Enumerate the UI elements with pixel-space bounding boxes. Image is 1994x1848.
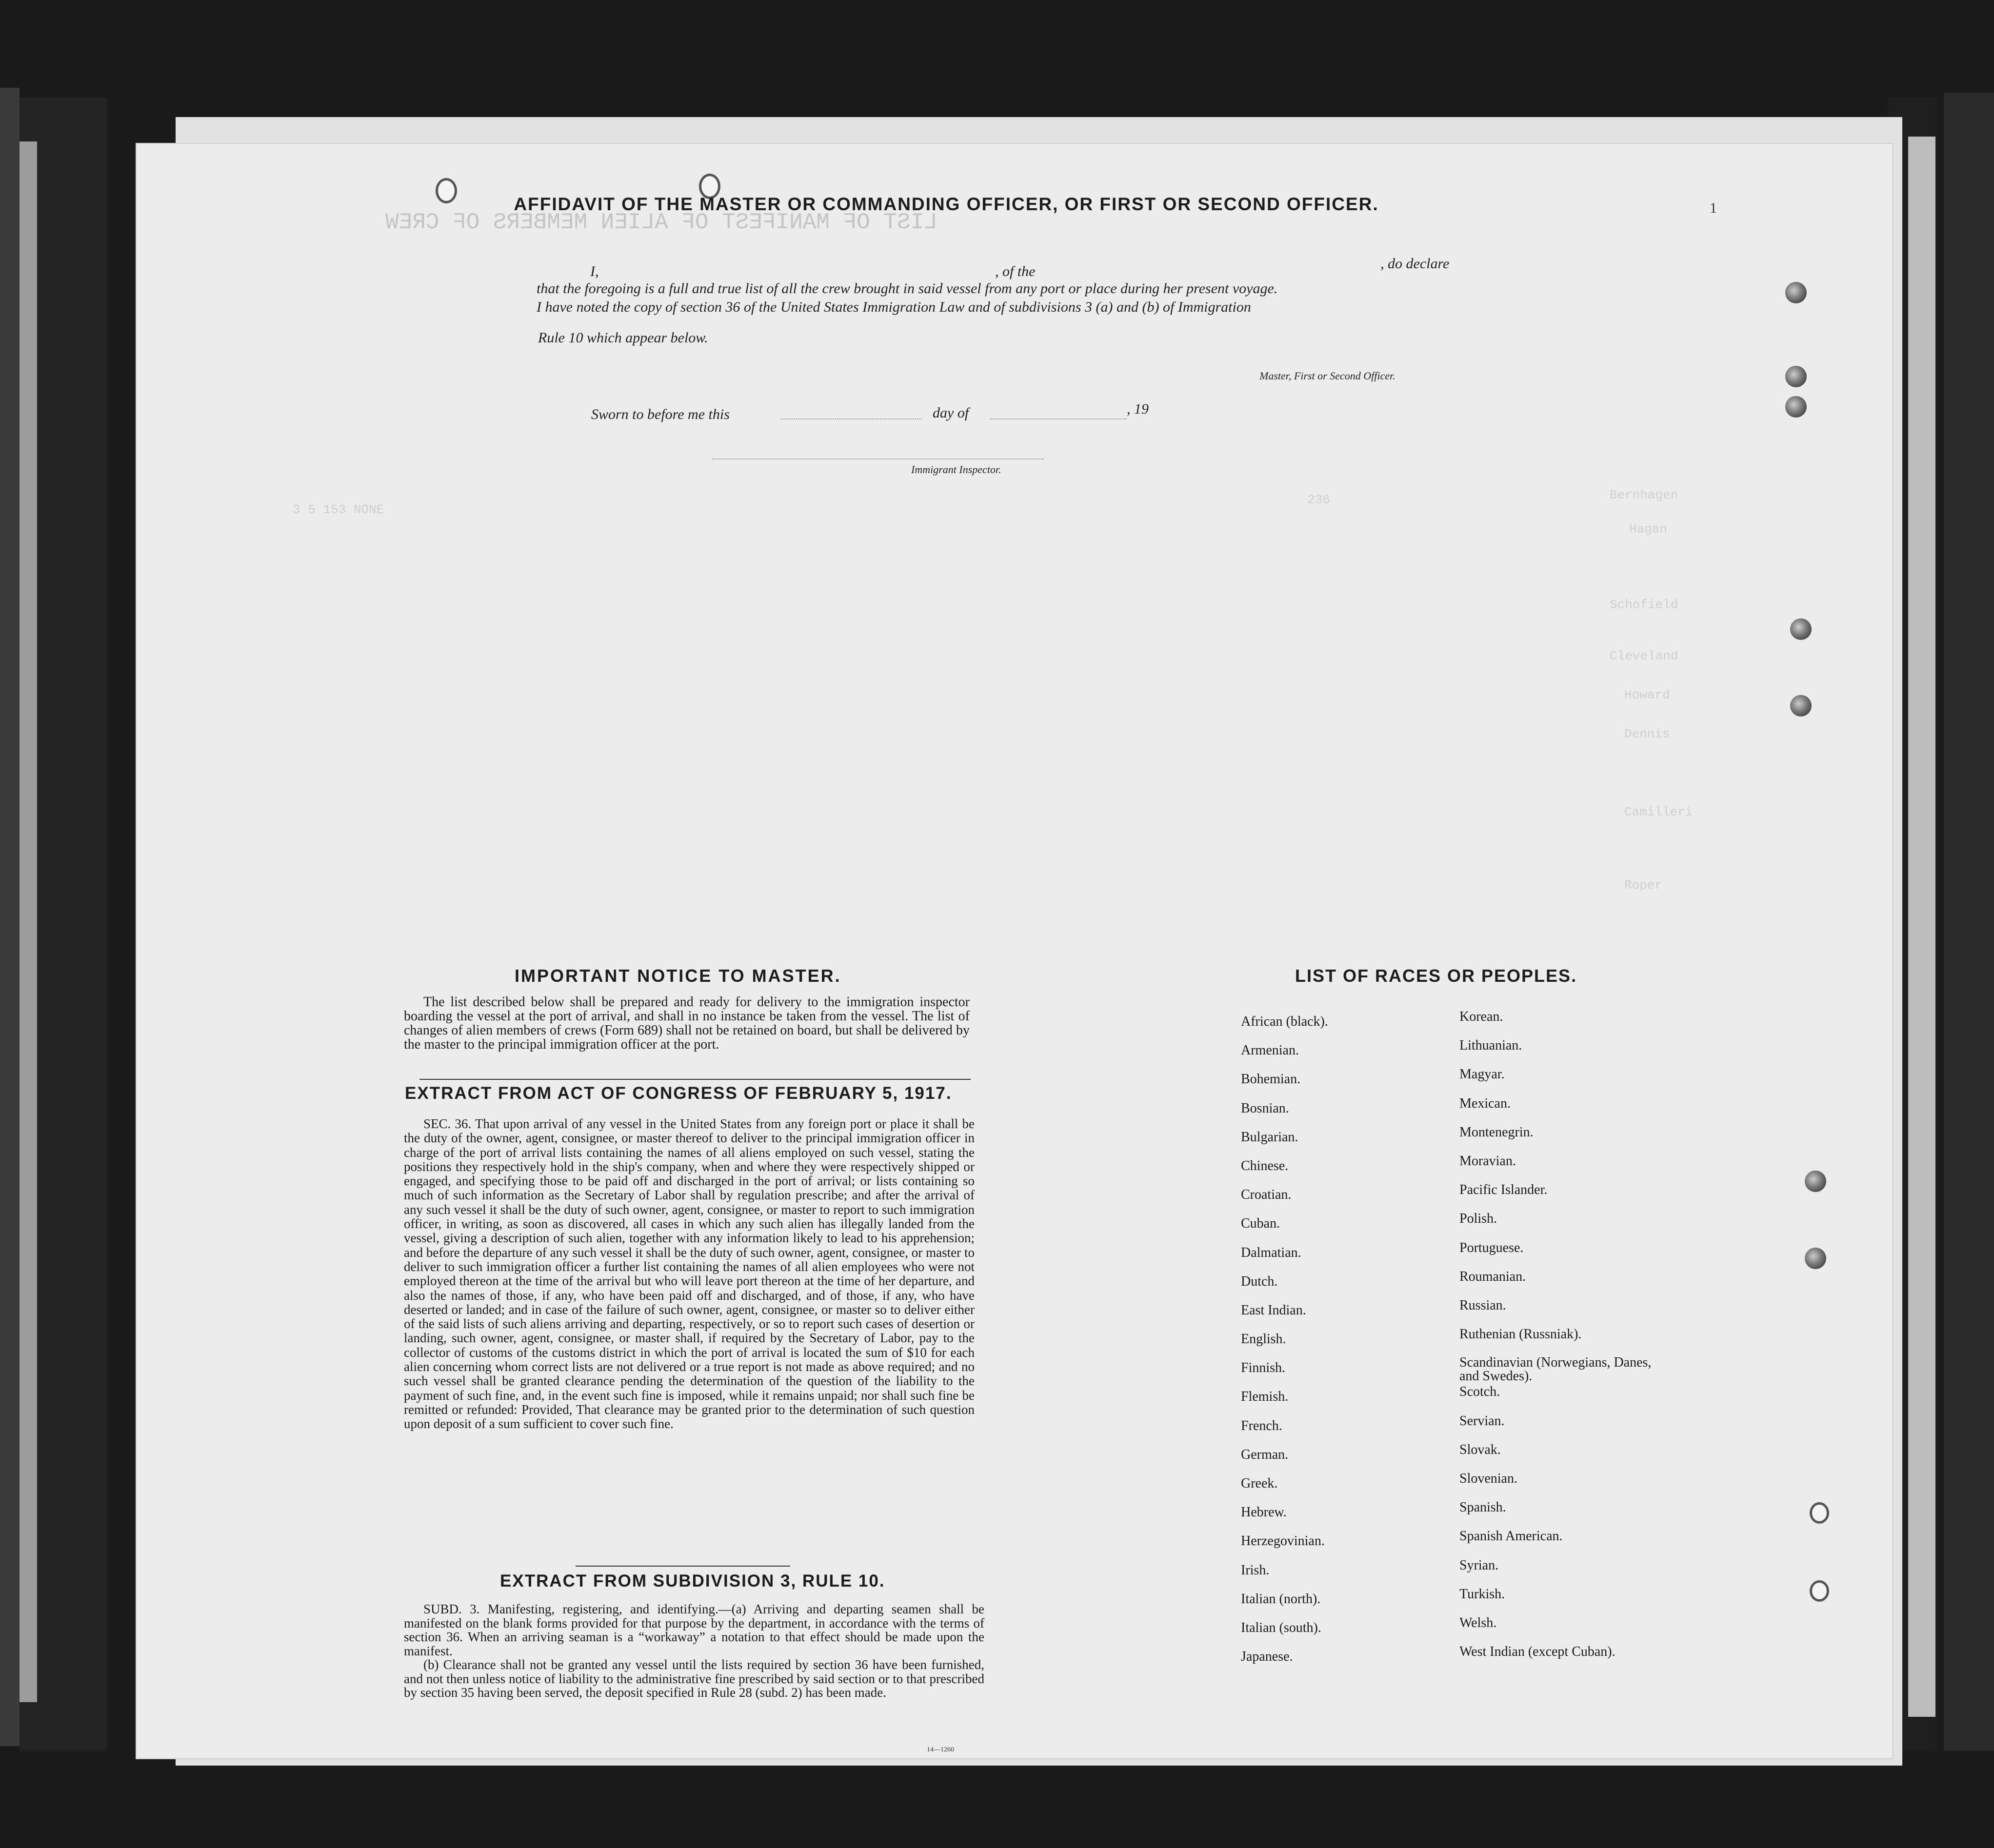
- affidavit-i: I,: [590, 263, 599, 279]
- race-item: Turkish.: [1459, 1586, 1505, 1602]
- race-item: Greek.: [1241, 1476, 1278, 1491]
- notice-text: The list described below shall be prepared and ready for delivery to the immigration inspector boarding the vessel at the port of arrival, and shall in no instance be taken from the vessel. The list of changes of alien members of crews (Form 689) shall not be retained on board, but shall be delivered by the master to the principal immigration officer at the port.: [404, 994, 970, 1052]
- punch-hole: [1785, 282, 1807, 303]
- race-item: Welsh.: [1459, 1615, 1497, 1630]
- race-item: Bosnian.: [1241, 1100, 1289, 1116]
- bleed-through-text: Cleveland: [1610, 649, 1678, 663]
- bleed-through-text: Bernhagen: [1610, 488, 1678, 502]
- year-label: , 19: [1127, 401, 1149, 417]
- race-item: German.: [1241, 1447, 1289, 1462]
- race-item: African (black).: [1241, 1014, 1328, 1029]
- rule-extract-title: EXTRACT FROM SUBDIVISION 3, RULE 10.: [500, 1571, 885, 1590]
- bleed-through-text: 236: [1307, 493, 1330, 507]
- race-item: Cuban.: [1241, 1216, 1280, 1232]
- affidavit-declaration-line: I have noted the copy of section 36 of the United States Immigration Law and of subdivisions 3 (a) and (b) of Immigration: [537, 299, 1251, 315]
- bleed-through-text: Schofield: [1610, 597, 1678, 612]
- race-item: Croatian.: [1241, 1187, 1292, 1203]
- race-item: Pacific Islander.: [1459, 1182, 1548, 1198]
- race-item: Slovenian.: [1459, 1471, 1517, 1486]
- inspector-caption: Immigrant Inspector.: [911, 463, 1001, 476]
- race-item: Spanish American.: [1459, 1529, 1563, 1544]
- bleed-through-text: Dennis: [1624, 727, 1670, 741]
- act-extract-title: EXTRACT FROM ACT OF CONGRESS OF FEBRUARY 5, 1917.: [405, 1084, 952, 1103]
- race-item: French.: [1241, 1418, 1282, 1433]
- race-item: Scandinavian (Norwegians, Danes, and Swedes).: [1459, 1355, 1652, 1384]
- race-item: Syrian.: [1459, 1557, 1499, 1573]
- race-item: Mexican.: [1459, 1095, 1511, 1111]
- race-item: Russian.: [1459, 1297, 1506, 1313]
- bleed-through-text: Camilleri: [1624, 805, 1693, 819]
- punch-hole: [1790, 695, 1812, 716]
- day-of-label: day of: [933, 405, 969, 421]
- affidavit-title: AFFIDAVIT OF THE MASTER OR COMMANDING OFFICER, OR FIRST OR SECOND OFFICER.: [514, 194, 1379, 214]
- race-item: Montenegrin.: [1459, 1124, 1534, 1140]
- race-item: East Indian.: [1241, 1302, 1306, 1318]
- notice-title: IMPORTANT NOTICE TO MASTER.: [515, 966, 841, 986]
- race-item: Italian (north).: [1241, 1591, 1321, 1607]
- race-item: Chinese.: [1241, 1158, 1289, 1173]
- race-item: Hebrew.: [1241, 1505, 1287, 1520]
- race-item: Roumanian.: [1459, 1269, 1526, 1284]
- rule-extract-text: SUBD. 3. Manifesting, registering, and identifying.—(a) Arriving and departing seamen shall be manifested on the blank forms provided for that purpose by the department, in accordance with the terms of section 36. When an arriving seaman is a “workaway” a notation to that effect should be made upon the manifest. (b) Clearance shall not be granted any vessel until the lists required by section 36 have been furnished, and not then unless notice of liability to the administrative fine prescribed by said section or to that prescribed by section 35 having been served, the deposit specified in Rule 28 (subd. 2) has been made.: [404, 1602, 984, 1700]
- race-item: Slovak.: [1459, 1442, 1501, 1457]
- race-item: Servian.: [1459, 1413, 1505, 1429]
- race-item: Magyar.: [1459, 1067, 1505, 1082]
- race-item: Italian (south).: [1241, 1620, 1321, 1635]
- race-item: Flemish.: [1241, 1389, 1289, 1405]
- races-title: LIST OF RACES OR PEOPLES.: [1295, 966, 1577, 986]
- punch-hole: [1810, 1502, 1829, 1524]
- act-extract-text: SEC. 36. That upon arrival of any vessel in the United States from any foreign port or place it shall be the duty of the owner, agent, consignee, or master thereof to deliver to the principal immigration officer in charge of the port of arrival lists containing the names of all aliens employed on such vessel, stating the positions they respectively hold in the ship's company, when and where they were respectively shipped or engaged, and specifying those to be paid off and discharged in the port of arrival; or lists containing so much of such information as the Secretary of Labor shall by regulation prescribe; and after the arrival of any such vessel it shall be the duty of such owner, agent, consignee, or master to report to such immigration officer, in writing, as soon as discovered, all cases in which any such alien has illegally landed from the vessel, giving a description of such alien, together with any information likely to lead to his apprehension; and before the departure of any such vessel it shall be the duty of such owner, agent, consignee, or master to deliver to such immigration officer a further list containing the names of all alien employees who were not employed thereon at the time of the arrival but who will leave port thereon at the time of her departure, and also the names of those, if any, who have been paid off and discharged, and of those, if any, who have deserted or landed; and in case of the failure of such owner, agent, consignee, or master so to deliver either of the said lists of such aliens arriving and departing, respectively, or so to report such cases of desertion or landing, such owner, agent, consignee, or master shall, if required by the Secretary of Labor, pay to the collector of customs of the customs district in which the port of arrival is located the sum of $10 for each alien concerning whom correct lists are not delivered or a true report is not made as above required; and no such vessel shall be granted clearance pending the determination of the question of the liability to the payment of such fine, and, in the event such fine is imposed, while it remains unpaid; nor shall such fine be remitted or refunded: Provided, That clearance may be granted prior to the determination of such question upon deposit of a sum sufficient to cover such fine.: [404, 1116, 975, 1431]
- race-item: English.: [1241, 1331, 1286, 1347]
- race-item: Portuguese.: [1459, 1240, 1524, 1255]
- punch-hole: [1790, 618, 1812, 640]
- race-item: Armenian.: [1241, 1043, 1299, 1058]
- race-item: Moravian.: [1459, 1153, 1516, 1169]
- sworn-statement: Sworn to before me this: [591, 406, 730, 422]
- race-item: Polish.: [1459, 1211, 1497, 1227]
- race-item: Herzegovinian.: [1241, 1533, 1325, 1549]
- punch-hole: [1785, 366, 1807, 387]
- punch-hole: [1805, 1248, 1826, 1269]
- punch-hole: [1810, 1580, 1829, 1602]
- race-item: West Indian (except Cuban).: [1459, 1644, 1615, 1660]
- master-signature-caption: Master, First or Second Officer.: [1259, 370, 1396, 382]
- bleed-through-text: Roper: [1624, 878, 1663, 893]
- affidavit-do-declare: , do declare: [1380, 256, 1450, 272]
- races-list-col1: [1241, 1014, 1328, 1678]
- punch-hole: [1805, 1171, 1826, 1192]
- race-item: Bulgarian.: [1241, 1129, 1298, 1145]
- printer-mark: 14—1260: [927, 1746, 954, 1753]
- film-edge-left: [0, 88, 20, 1746]
- race-item: Bohemian.: [1241, 1072, 1301, 1087]
- affidavit-declaration-line: Rule 10 which appear below.: [538, 330, 708, 346]
- race-item: Japanese.: [1241, 1649, 1293, 1665]
- race-item: Irish.: [1241, 1562, 1270, 1578]
- race-item: Dalmatian.: [1241, 1245, 1301, 1260]
- punch-hole: [1785, 396, 1807, 417]
- race-item: Finnish.: [1241, 1360, 1286, 1376]
- bleed-through-text: LIST OF MANIFEST OF ALIEN MEMBERS OF CREW: [385, 210, 937, 235]
- film-edge-right: [1944, 93, 1994, 1751]
- race-item: Korean.: [1459, 1009, 1503, 1024]
- race-item: Ruthenian (Russniak).: [1459, 1327, 1582, 1342]
- adjacent-page-left: [20, 98, 107, 1751]
- races-list-col2: [1459, 1010, 1669, 1673]
- race-item: Dutch.: [1241, 1273, 1278, 1289]
- bleed-through-text: Hagan: [1629, 522, 1668, 537]
- page-number: 1: [1710, 200, 1717, 216]
- affidavit-declaration-line: that the foregoing is a full and true list of all the crew brought in said vessel from any port or place during her present voyage.: [537, 280, 1278, 297]
- bleed-through-text: 3 5 153 NONE: [293, 502, 384, 517]
- race-item: Lithuanian.: [1459, 1038, 1522, 1053]
- race-item: Scotch.: [1459, 1384, 1500, 1400]
- affidavit-of-the: , of the: [995, 263, 1036, 279]
- race-item: Spanish.: [1459, 1500, 1506, 1515]
- bleed-through-text: Howard: [1624, 688, 1670, 702]
